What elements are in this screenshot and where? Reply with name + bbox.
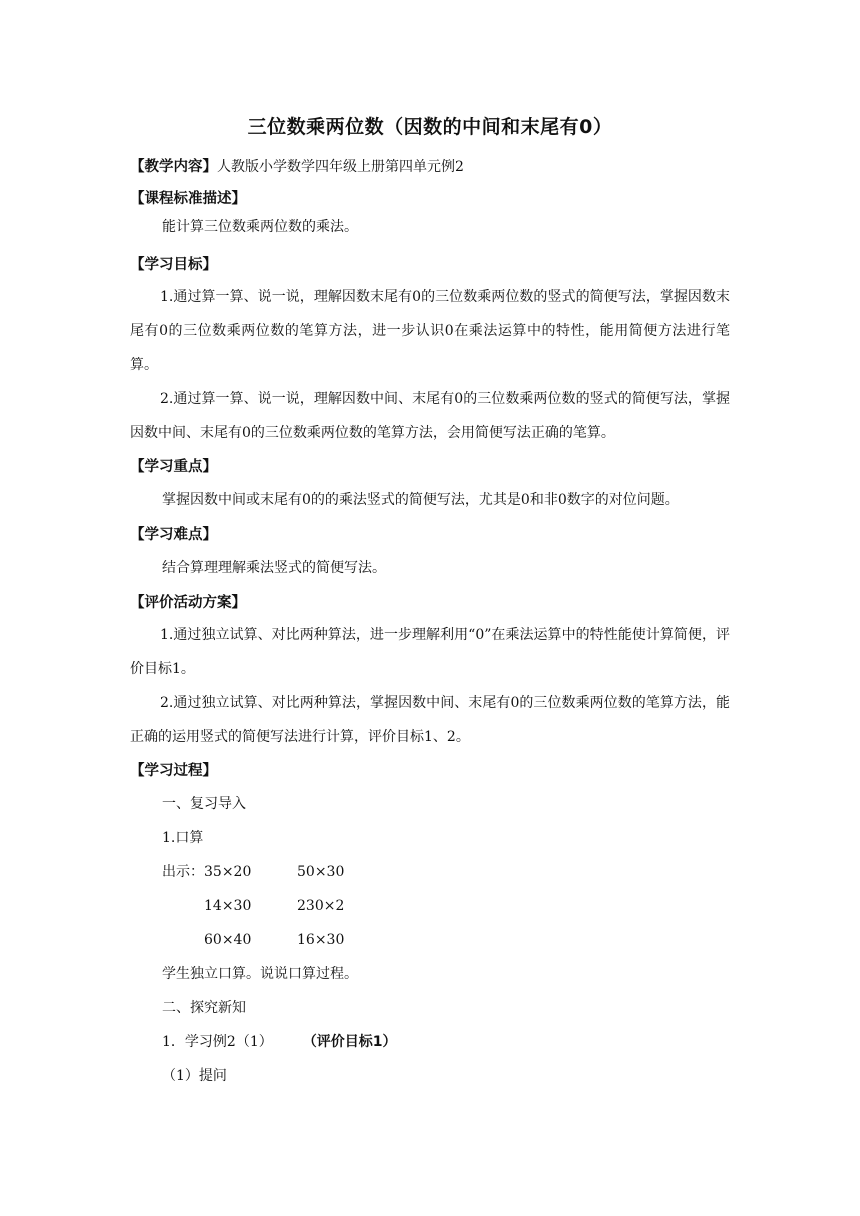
exercise-2-2: 230×2 [297,898,345,914]
exercise-3-1: 60×40 [204,932,252,948]
teaching-content-text: 人教版小学数学四年级上册第四单元例2 [217,159,464,175]
exercise-3-2: 16×30 [297,932,345,948]
standard-heading: 【课程标准描述】 [130,191,246,207]
exercise-1-2: 50×30 [297,864,345,880]
evaluation-item-1-text: 1.通过独立试算、对比两种算法，进一步理解利用“0”在乘法运算中的特性能使计算简便，评价目标1。 [130,627,730,677]
oral-calc-label: 1.口算 [162,830,204,846]
process-heading: 【学习过程】 [130,763,217,779]
explore-section-title: 二、探究新知 [162,1000,246,1016]
example-line [162,1033,396,1051]
objectives-heading: 【学习目标】 [130,257,217,273]
exercise-1-1: 35×20 [204,864,252,880]
evaluation-item-2 [130,686,730,754]
exercise-2-1: 14×30 [204,898,252,914]
key-points-text: 掌握因数中间或末尾有0的的乘法竖式的简便写法，尤其是0和非0数字的对位问题。 [162,492,679,508]
difficulties-heading: 【学习难点】 [130,527,217,543]
question-line: （1）提问 [162,1068,227,1084]
evaluation-item-2-text: 2.通过独立试算、对比两种算法，掌握因数中间、末尾有0的三位数乘两位数的笔算方法，能正确的运用竖式的简便写法进行计算，评价目标1、2。 [130,695,730,745]
page-title: 三位数乘两位数（因数的中间和末尾有0） [247,116,613,138]
show-label: 出示： [162,864,204,880]
example-label: 1．学习例2（1） [162,1034,273,1050]
key-points-heading: 【学习重点】 [130,459,217,475]
objective-item-1 [130,280,730,382]
standard-text: 能计算三位数乘两位数的乘法。 [162,219,358,235]
review-section-title: 一、复习导入 [162,796,246,812]
objective-item-2 [130,382,730,450]
evaluation-heading: 【评价活动方案】 [130,595,246,611]
student-note: 学生独立口算。说说口算过程。 [162,966,358,982]
teaching-content-label: 【教学内容】 [130,159,217,175]
teaching-content-line [130,158,464,176]
evaluation-item-1 [130,618,730,686]
example-eval-target: （评价目标1） [302,1034,397,1050]
difficulties-text: 结合算理理解乘法竖式的简便写法。 [162,560,386,576]
objective-item-2-text: 2.通过算一算、说一说，理解因数中间、末尾有0的三位数乘两位数的竖式的简便写法，掌握因数中间、末尾有0的三位数乘两位数的笔算方法，会用简便写法正确的笔算。 [130,391,730,441]
objective-item-1-text: 1.通过算一算、说一说，理解因数末尾有0的三位数乘两位数的竖式的简便写法，掌握因数末尾有0的三位数乘两位数的笔算方法，进一步认识0在乘法运算中的特性，能用简便方法进行笔算。 [130,289,730,373]
